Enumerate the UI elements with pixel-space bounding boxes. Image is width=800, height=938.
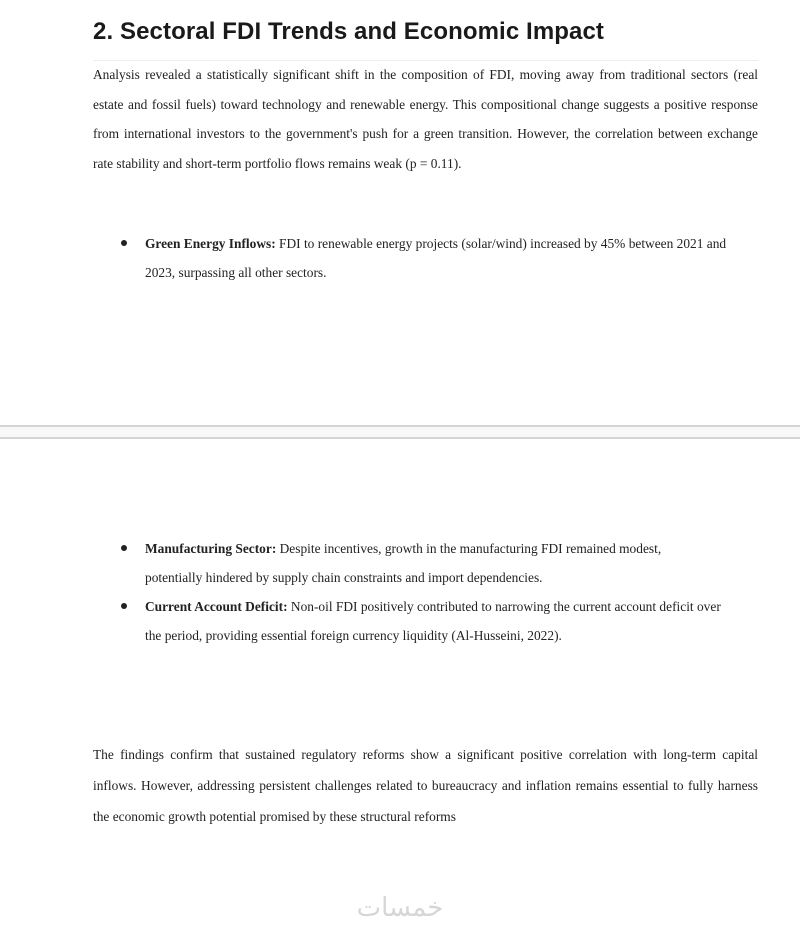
section-heading: 2. Sectoral FDI Trends and Economic Impact <box>93 18 605 45</box>
bullet-text: FDI to renewable energy projects (solar/wind) increased by 45% between 2021 and 2023, surpassing all other sectors. <box>145 236 727 280</box>
list-item <box>93 592 733 650</box>
bullet-text: Despite incentives, growth in the manufacturing FDI remained modest, potentially hindered by supply chain constraints and import dependencies. <box>145 541 662 585</box>
bullet-term: Manufacturing Sector: <box>145 541 277 556</box>
bullet-list-page2 <box>93 534 733 650</box>
bullet-list-page1 <box>93 229 733 287</box>
bullet-term: Current Account Deficit: <box>145 599 288 614</box>
list-item <box>93 534 733 592</box>
conclusion-paragraph: The findings confirm that sustained regulatory reforms show a significant positive correlation with long-term capital inflows. However, addressing persistent challenges related to bureaucracy and inflation remains essential to fully harness the economic growth potential promised by these structural reforms <box>93 747 758 824</box>
bullet-term: Green Energy Inflows: <box>145 236 276 251</box>
intro-paragraph: Analysis revealed a statistically significant shift in the composition of FDI, moving away from traditional sectors (real estate and fossil fuels) toward technology and renewable energy. This compositional change suggests a positive response from international investors to the government's push for a green transition. However, the correlation between exchange rate stability and short-term portfolio flows remains weak (p = 0.11). <box>93 67 758 171</box>
watermark-logo: خمسات <box>356 893 444 923</box>
bullet-text: Non-oil FDI positively contributed to narrowing the current account deficit over the period, providing essential foreign currency liquidity (Al-Husseini, 2022). <box>145 599 721 643</box>
list-item <box>93 229 733 287</box>
page-break <box>0 425 800 439</box>
